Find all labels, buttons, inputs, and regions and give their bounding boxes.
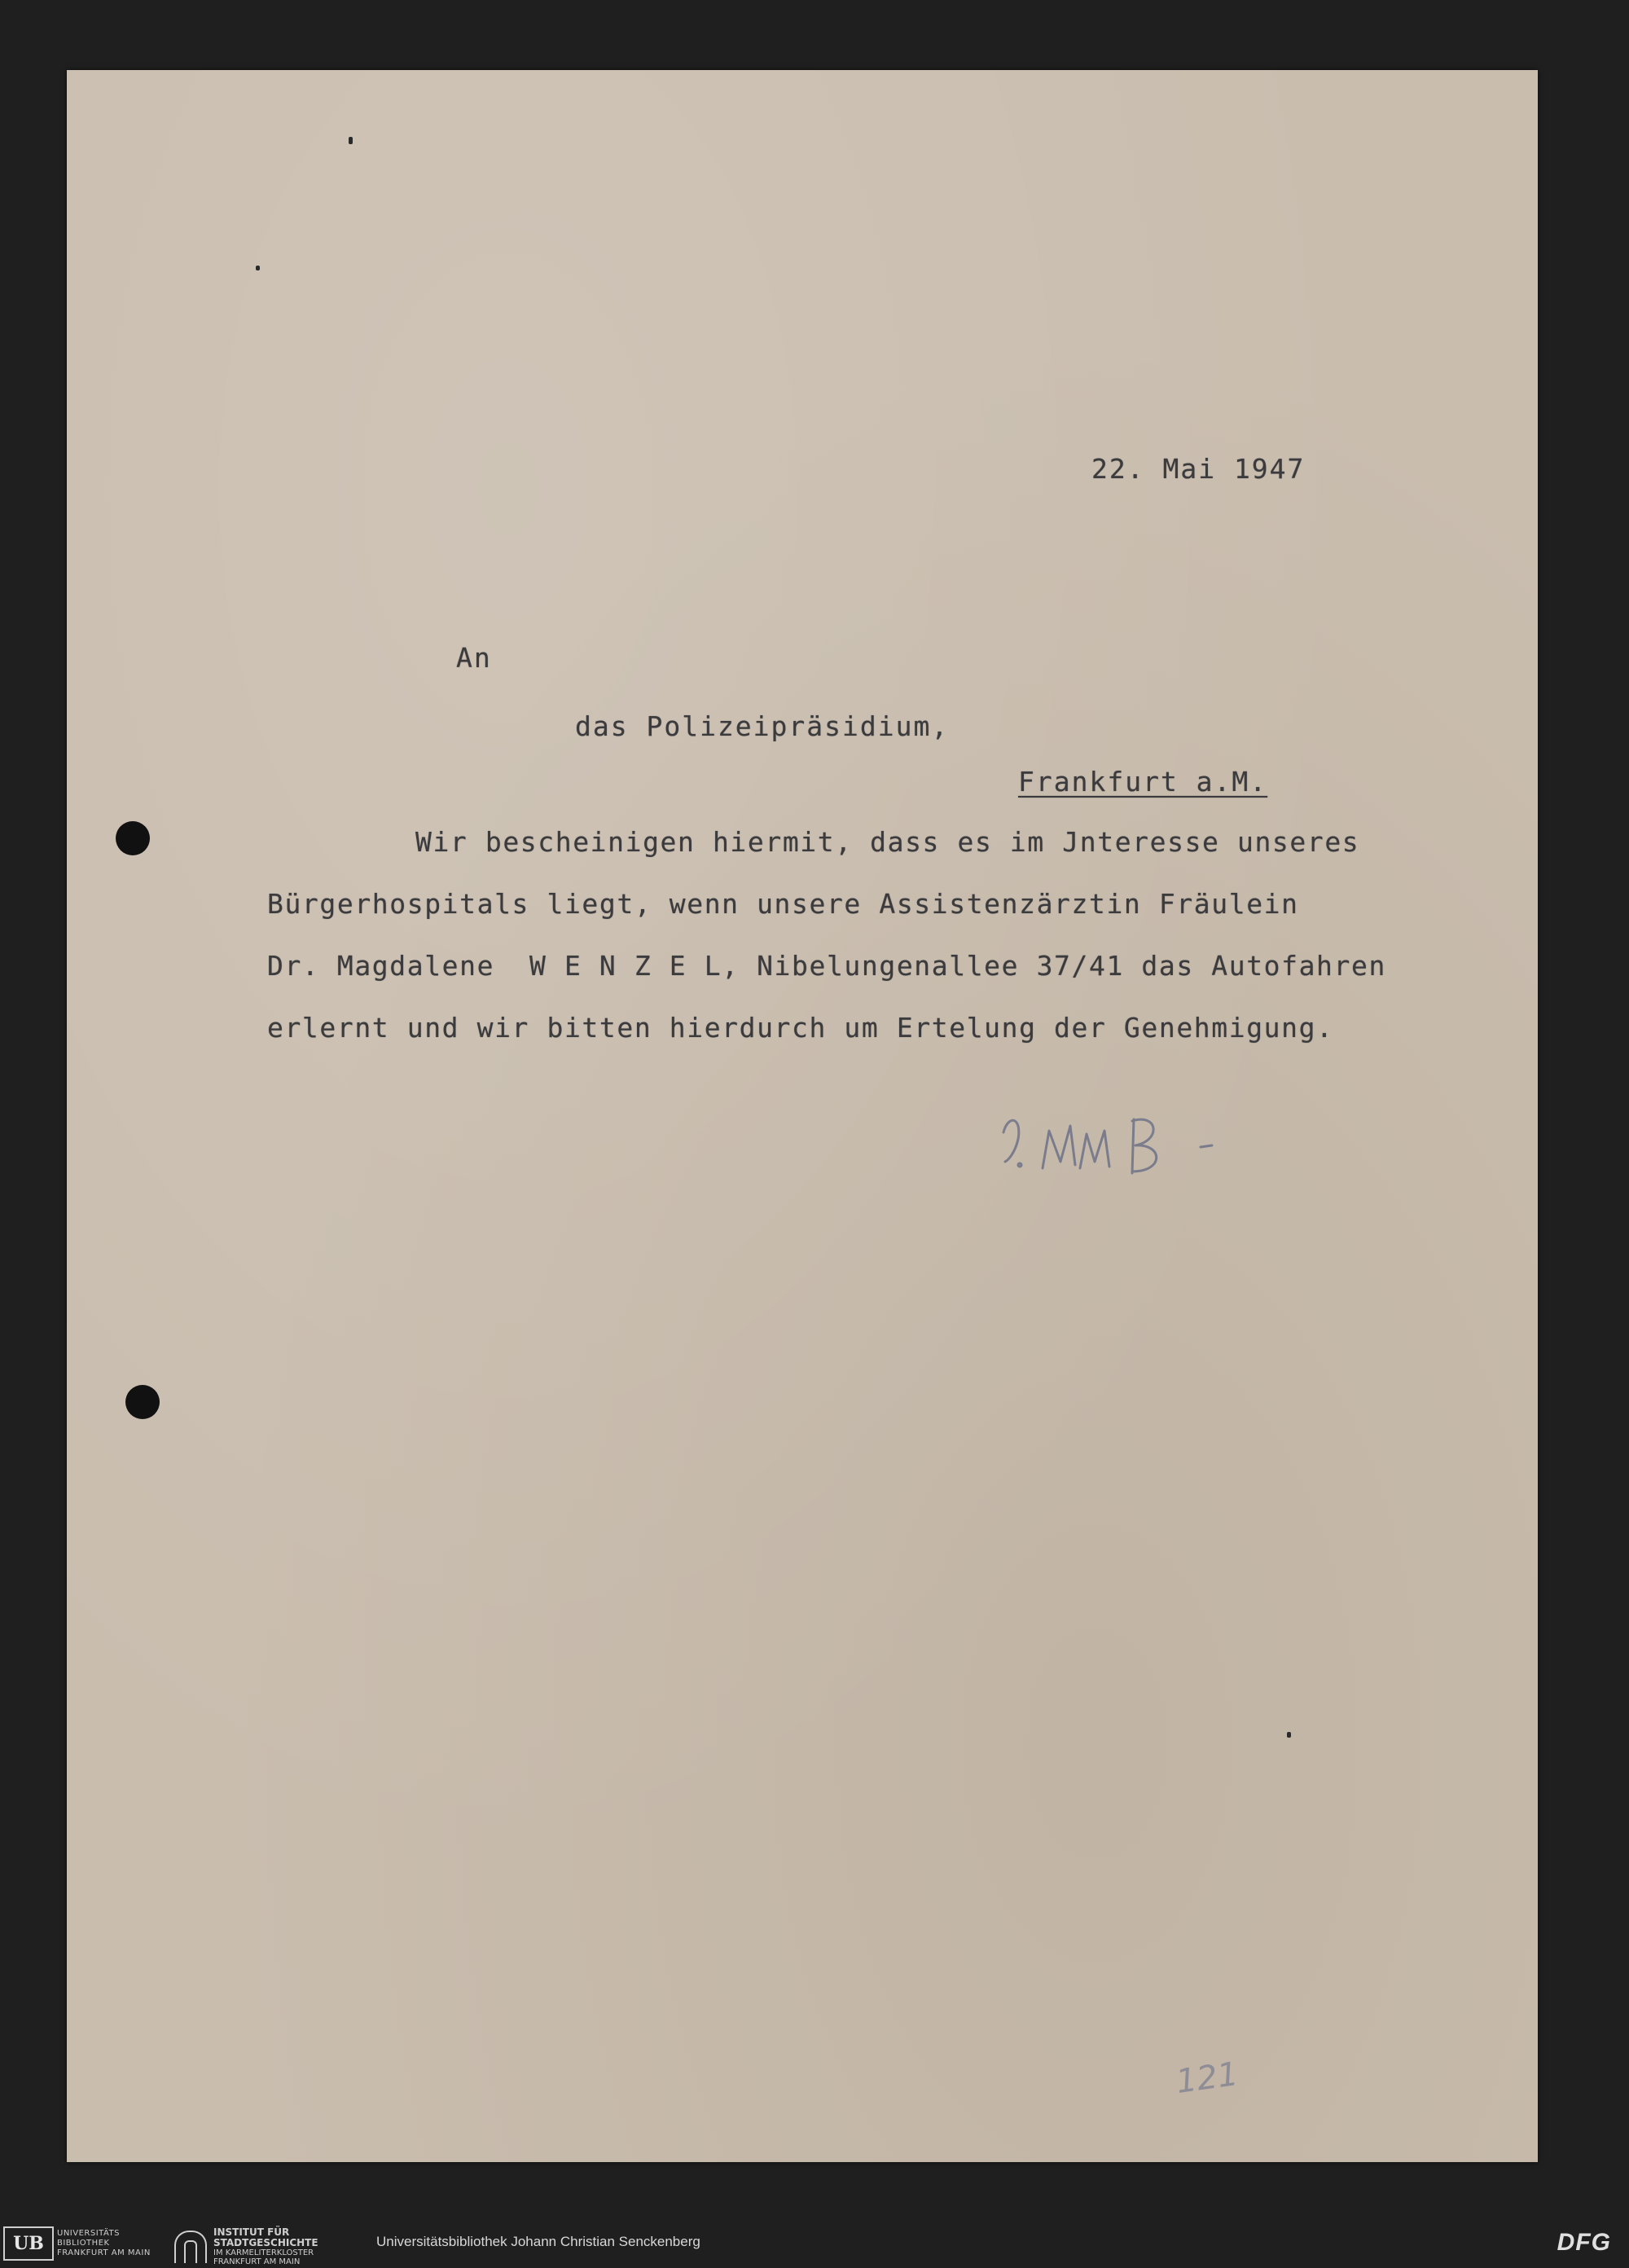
ub-logo-line: BIBLIOTHEK: [57, 2239, 110, 2248]
institute-logo-text: [213, 2227, 318, 2266]
institute-logo-line: STADTGESCHICHTE: [213, 2237, 318, 2248]
paper-speck: [349, 137, 353, 144]
paper-speck: [1287, 1732, 1291, 1738]
letter-date: 22. Mai 1947: [1091, 453, 1306, 485]
paper-speck: [256, 266, 260, 270]
punch-hole: [116, 821, 150, 855]
page-number: 121: [1174, 2055, 1241, 2102]
ub-logo-mark: UB: [3, 2226, 54, 2261]
recipient-city: Frankfurt a.M.: [1018, 766, 1268, 798]
body-line-3: Dr. Magdalene W E N Z E L, Nibelungenallee 37/41 das Autofahren: [267, 950, 1386, 982]
body-line-2: Bürgerhospitals liegt, wenn unsere Assistenzärztin Fräulein: [267, 888, 1299, 920]
salutation-prefix: An: [456, 642, 492, 674]
institute-logo: [174, 2227, 318, 2266]
punch-hole: [125, 1385, 160, 1419]
footer-bar: [0, 2217, 1629, 2268]
ub-logo: [3, 2227, 151, 2260]
ub-logo-line: FRANKFURT AM MAIN: [57, 2248, 151, 2257]
institute-logo-line: INSTITUT FÜR: [213, 2226, 290, 2238]
body-line-4: erlernt und wir bitten hierdurch um Ertelung der Genehmigung.: [267, 1012, 1334, 1044]
institute-logo-line: FRANKFURT AM MAIN: [213, 2257, 301, 2266]
institute-logo-line: IM KARMELITERKLOSTER: [213, 2248, 314, 2257]
ub-logo-line: UNIVERSITÄTS: [57, 2229, 121, 2238]
ub-logo-text: [57, 2229, 151, 2258]
body-line-1: Wir bescheinigen hiermit, dass es im Jnteresse unseres: [415, 826, 1360, 858]
dfg-logo: DFG: [1557, 2229, 1611, 2256]
letter-sheet: [67, 70, 1538, 2162]
handwritten-initials: [995, 1083, 1256, 1189]
recipient: das Polizeipräsidium,: [575, 710, 950, 742]
library-name: Universitätsbibliothek Johann Christian Senckenberg: [376, 2234, 700, 2249]
arch-icon: [174, 2231, 207, 2263]
